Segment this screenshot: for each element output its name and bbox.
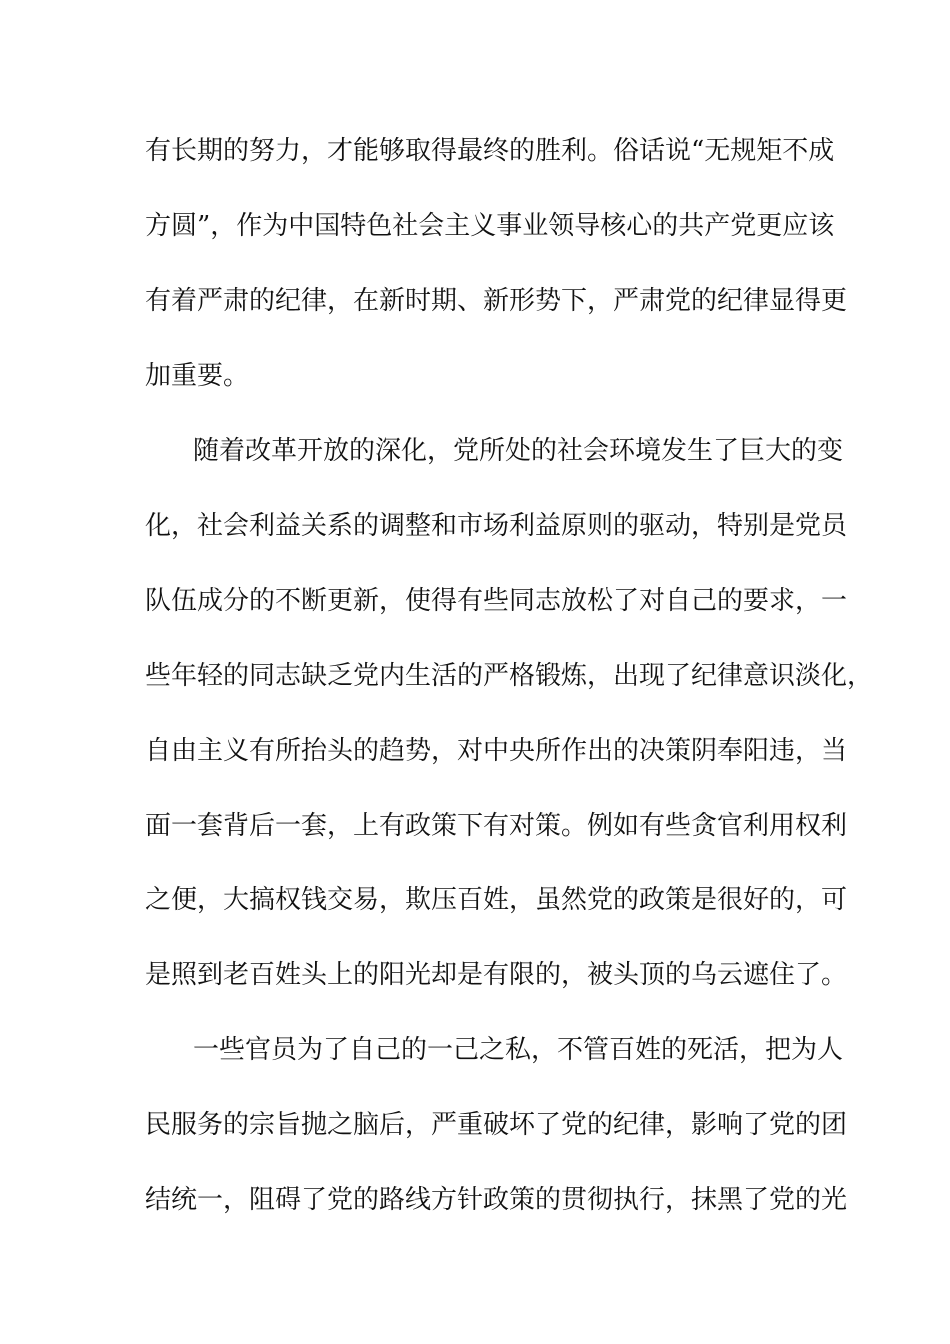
text-line: 化，社会利益关系的调整和市场利益原则的驱动，特别是党员 xyxy=(145,511,848,541)
text-line: 民服务的宗旨抛之脑后，严重破坏了党的纪律，影响了党的团 xyxy=(145,1110,848,1140)
paragraph-first-line: 随着改革开放的深化，党所处的社会环境发生了巨大的变 xyxy=(193,436,844,466)
text-line: 是照到老百姓头上的阳光却是有限的，被头顶的乌云遮住了。 xyxy=(145,960,848,990)
text-line: 有着严肃的纪律，在新时期、新形势下，严肃党的纪律显得更 xyxy=(145,286,848,316)
text-line: 有长期的努力，才能够取得最终的胜利。俗话说“无规矩不成 xyxy=(145,136,835,166)
text-line: 加重要。 xyxy=(145,361,250,391)
text-line: 队伍成分的不断更新，使得有些同志放松了对自己的要求，一 xyxy=(145,586,848,616)
text-line: 自由主义有所抬头的趋势，对中央所作出的决策阴奉阳违，当 xyxy=(145,736,848,766)
paragraph-first-line: 一些官员为了自己的一己之私，不管百姓的死活，把为人 xyxy=(193,1035,844,1065)
text-line: 之便，大搞权钱交易，欺压百姓，虽然党的政策是很好的，可 xyxy=(145,885,848,915)
text-line: 方圆”，作为中国特色社会主义事业领导核心的共产党更应该 xyxy=(145,211,835,241)
text-line: 面一套背后一套，上有政策下有对策。例如有些贪官利用权利 xyxy=(145,811,848,841)
text-line: 些年轻的同志缺乏党内生活的严格锻炼，出现了纪律意识淡化， xyxy=(145,661,874,691)
text-line: 结统一，阻碍了党的路线方针政策的贯彻执行，抹黑了党的光 xyxy=(145,1185,848,1215)
